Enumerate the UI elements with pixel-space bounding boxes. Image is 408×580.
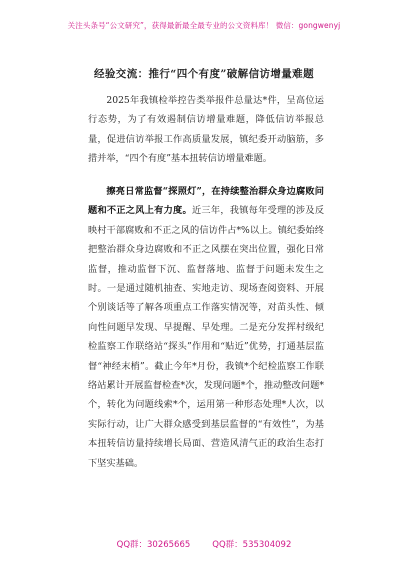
paragraph-lead-heading: 擦亮日常监督“探照灯”，在持续整治群众身边腐败问题和不正之风上有力度。: [88, 186, 324, 217]
footer-qq-group-2: QQ群：535304092: [212, 540, 292, 550]
header-banner-link[interactable]: 关注头条号“公文研究”，获得最新最全最专业的公文资料库！ 微信：gongwenyj: [67, 21, 341, 30]
paragraph-supervision: [88, 182, 324, 473]
document-title: 经验交流：推行“四个有度”破解信访增量难题: [94, 68, 314, 80]
paragraph-body: 近三年，我镇每年受理的涉及反映村干部腐败和不正之风的信访件占*%以上。镇纪委始终把整治群众身边腐败和不正之风摆在突出位置，强化日常监督，推动监督下沉、监督落地、监督于问题未发生之时。一是通过随机抽查、实地走访、现场查阅资料、开展个别谈话等了解各项重点工作落实情况等，对苗头性、倾向性问题早发现、早提醒、早处理。二是充分发挥村级纪检监察工作联络站“探头”作用和“贴近”优势，打通基层监督“神经末梢”。截止今年*月份，我镇*个纪检监察工作联络站累计开展监督检查*次，发现问题*个，推动整改问题*个，转化为问题线索*个，运用第一种形态处理*人次，以实际行动，让广大群众感受到基层监督的“有效性”，为基本扭转信访量持续增长局面、营造风清气正的政治生态打下坚实基础。: [88, 205, 325, 469]
header-banner[interactable]: [0, 20, 408, 31]
footer-contacts: [0, 538, 408, 550]
paragraph-intro: 2025年我镇检举控告类举报件总量达*件，呈高位运行态势，为了有效遏制信访增量难题，降低信访举报总量，促进信访举报工作高质量发展，镇纪委开动脑筋，多措并举，“四个有度”基本扭转信访增量难题。: [88, 95, 324, 165]
footer-qq-group-1: QQ群：30265665: [116, 540, 191, 550]
